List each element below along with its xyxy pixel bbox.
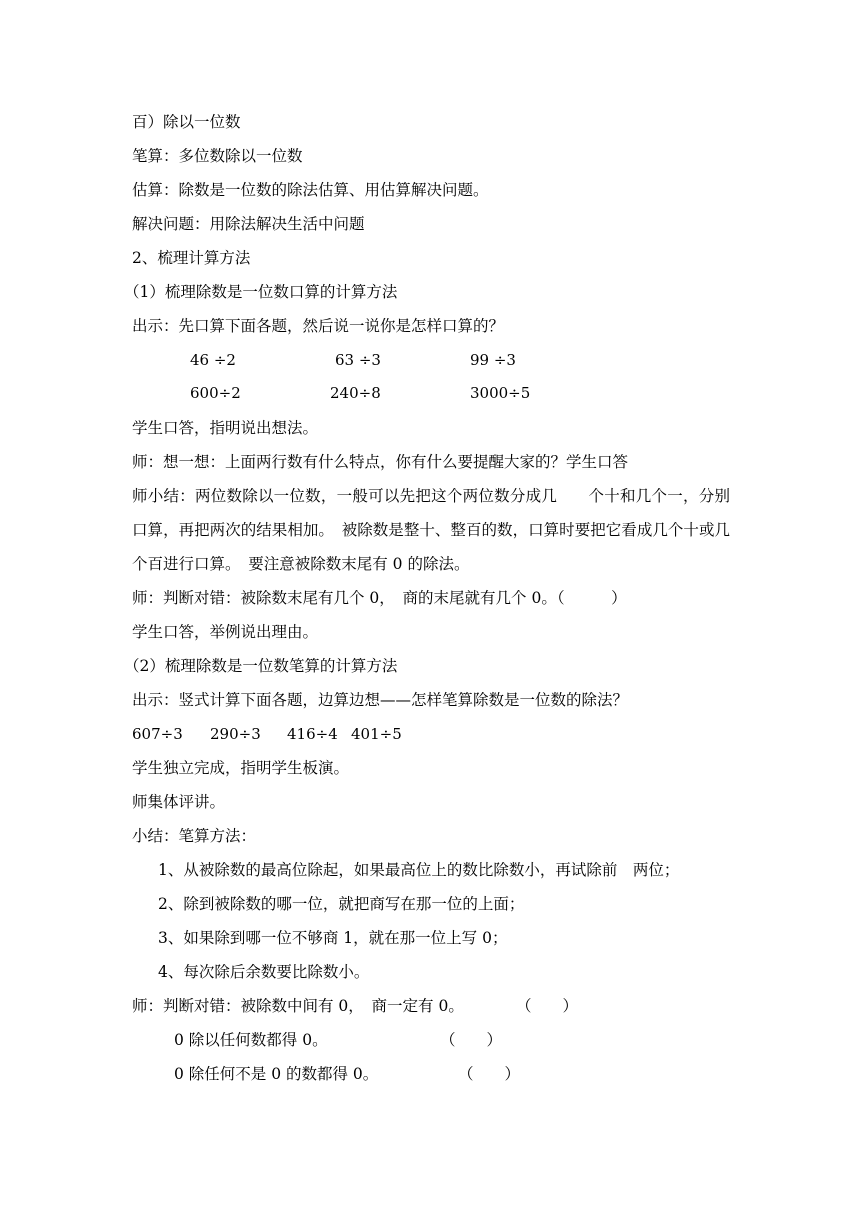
method-step: 3、如果除到哪一位不够商 1，就在那一位上写 0； [158, 929, 508, 947]
text-line: 学生口答，指明说出想法。 [132, 419, 319, 437]
written-problem: 607÷3 [132, 725, 183, 743]
answer-parentheses: （ ） [458, 1065, 521, 1083]
answer-parentheses: （ ） [516, 997, 579, 1015]
subsection-heading: （1）梳理除数是一位数口算的计算方法 [124, 283, 398, 301]
oral-problem: 240÷8 [330, 384, 381, 402]
subsection-heading: （2）梳理除数是一位数笔算的计算方法 [124, 657, 398, 675]
judge-question: 师：判断对错：被除数末尾有几个 0， 商的末尾就有几个 0。（ ） [132, 589, 627, 607]
answer-parentheses: （ ） [440, 1031, 503, 1049]
oral-problem: 600÷2 [190, 384, 241, 402]
method-step: 4、每次除后余数要比除数小。 [158, 963, 370, 981]
oral-problem: 63 ÷3 [335, 351, 381, 369]
prompt-line: 出示：竖式计算下面各题，边算边想——怎样笔算除数是一位数的除法？ [132, 691, 629, 709]
oral-problem: 99 ÷3 [470, 351, 516, 369]
written-problem: 290÷3 [210, 725, 261, 743]
written-problem: 416÷4 [287, 725, 338, 743]
text-line: 解决问题：用除法解决生活中问题 [132, 215, 365, 233]
method-step: 2、除到被除数的哪一位，就把商写在那一位的上面； [158, 895, 525, 913]
text-line: 师：想一想：上面两行数有什么特点，你有什么要提醒大家的？学生口答 [132, 453, 629, 471]
judge-item: 0 除任何不是 0 的数都得 0。 [174, 1065, 379, 1083]
text-line: 笔算：多位数除以一位数 [132, 147, 303, 165]
summary-paragraph: 师小结：两位数除以一位数，一般可以先把这个两位数分成几 个十和几个一，分别口算，再把两次的结果相加。 被除数是整十、整百的数，口算时要把它看成几个十或几个百进行口算。 要注意被除数末尾有 0 的除法。 [132, 487, 730, 573]
section-heading: 2、梳理计算方法 [132, 249, 251, 267]
oral-problem: 46 ÷2 [190, 351, 236, 369]
prompt-line: 出示：先口算下面各题，然后说一说你是怎样口算的？ [132, 317, 505, 335]
judge-question: 师：判断对错：被除数中间有 0， 商一定有 0。 [132, 997, 464, 1015]
written-problem: 401÷5 [351, 725, 402, 743]
text-line: 百）除以一位数 [132, 113, 241, 131]
text-line: 师集体评讲。 [132, 793, 226, 811]
text-line: 学生口答，举例说出理由。 [132, 623, 319, 641]
oral-problem: 3000÷5 [470, 384, 531, 402]
text-line: 学生独立完成，指明学生板演。 [132, 759, 350, 777]
judge-item: 0 除以任何数都得 0。 [174, 1031, 328, 1049]
text-line: 估算：除数是一位数的除法估算、用估算解决问题。 [132, 181, 489, 199]
text-line: 小结：笔算方法： [132, 827, 257, 845]
method-step: 1、从被除数的最高位除起，如果最高位上的数比除数小，再试除前 两位； [158, 861, 680, 879]
